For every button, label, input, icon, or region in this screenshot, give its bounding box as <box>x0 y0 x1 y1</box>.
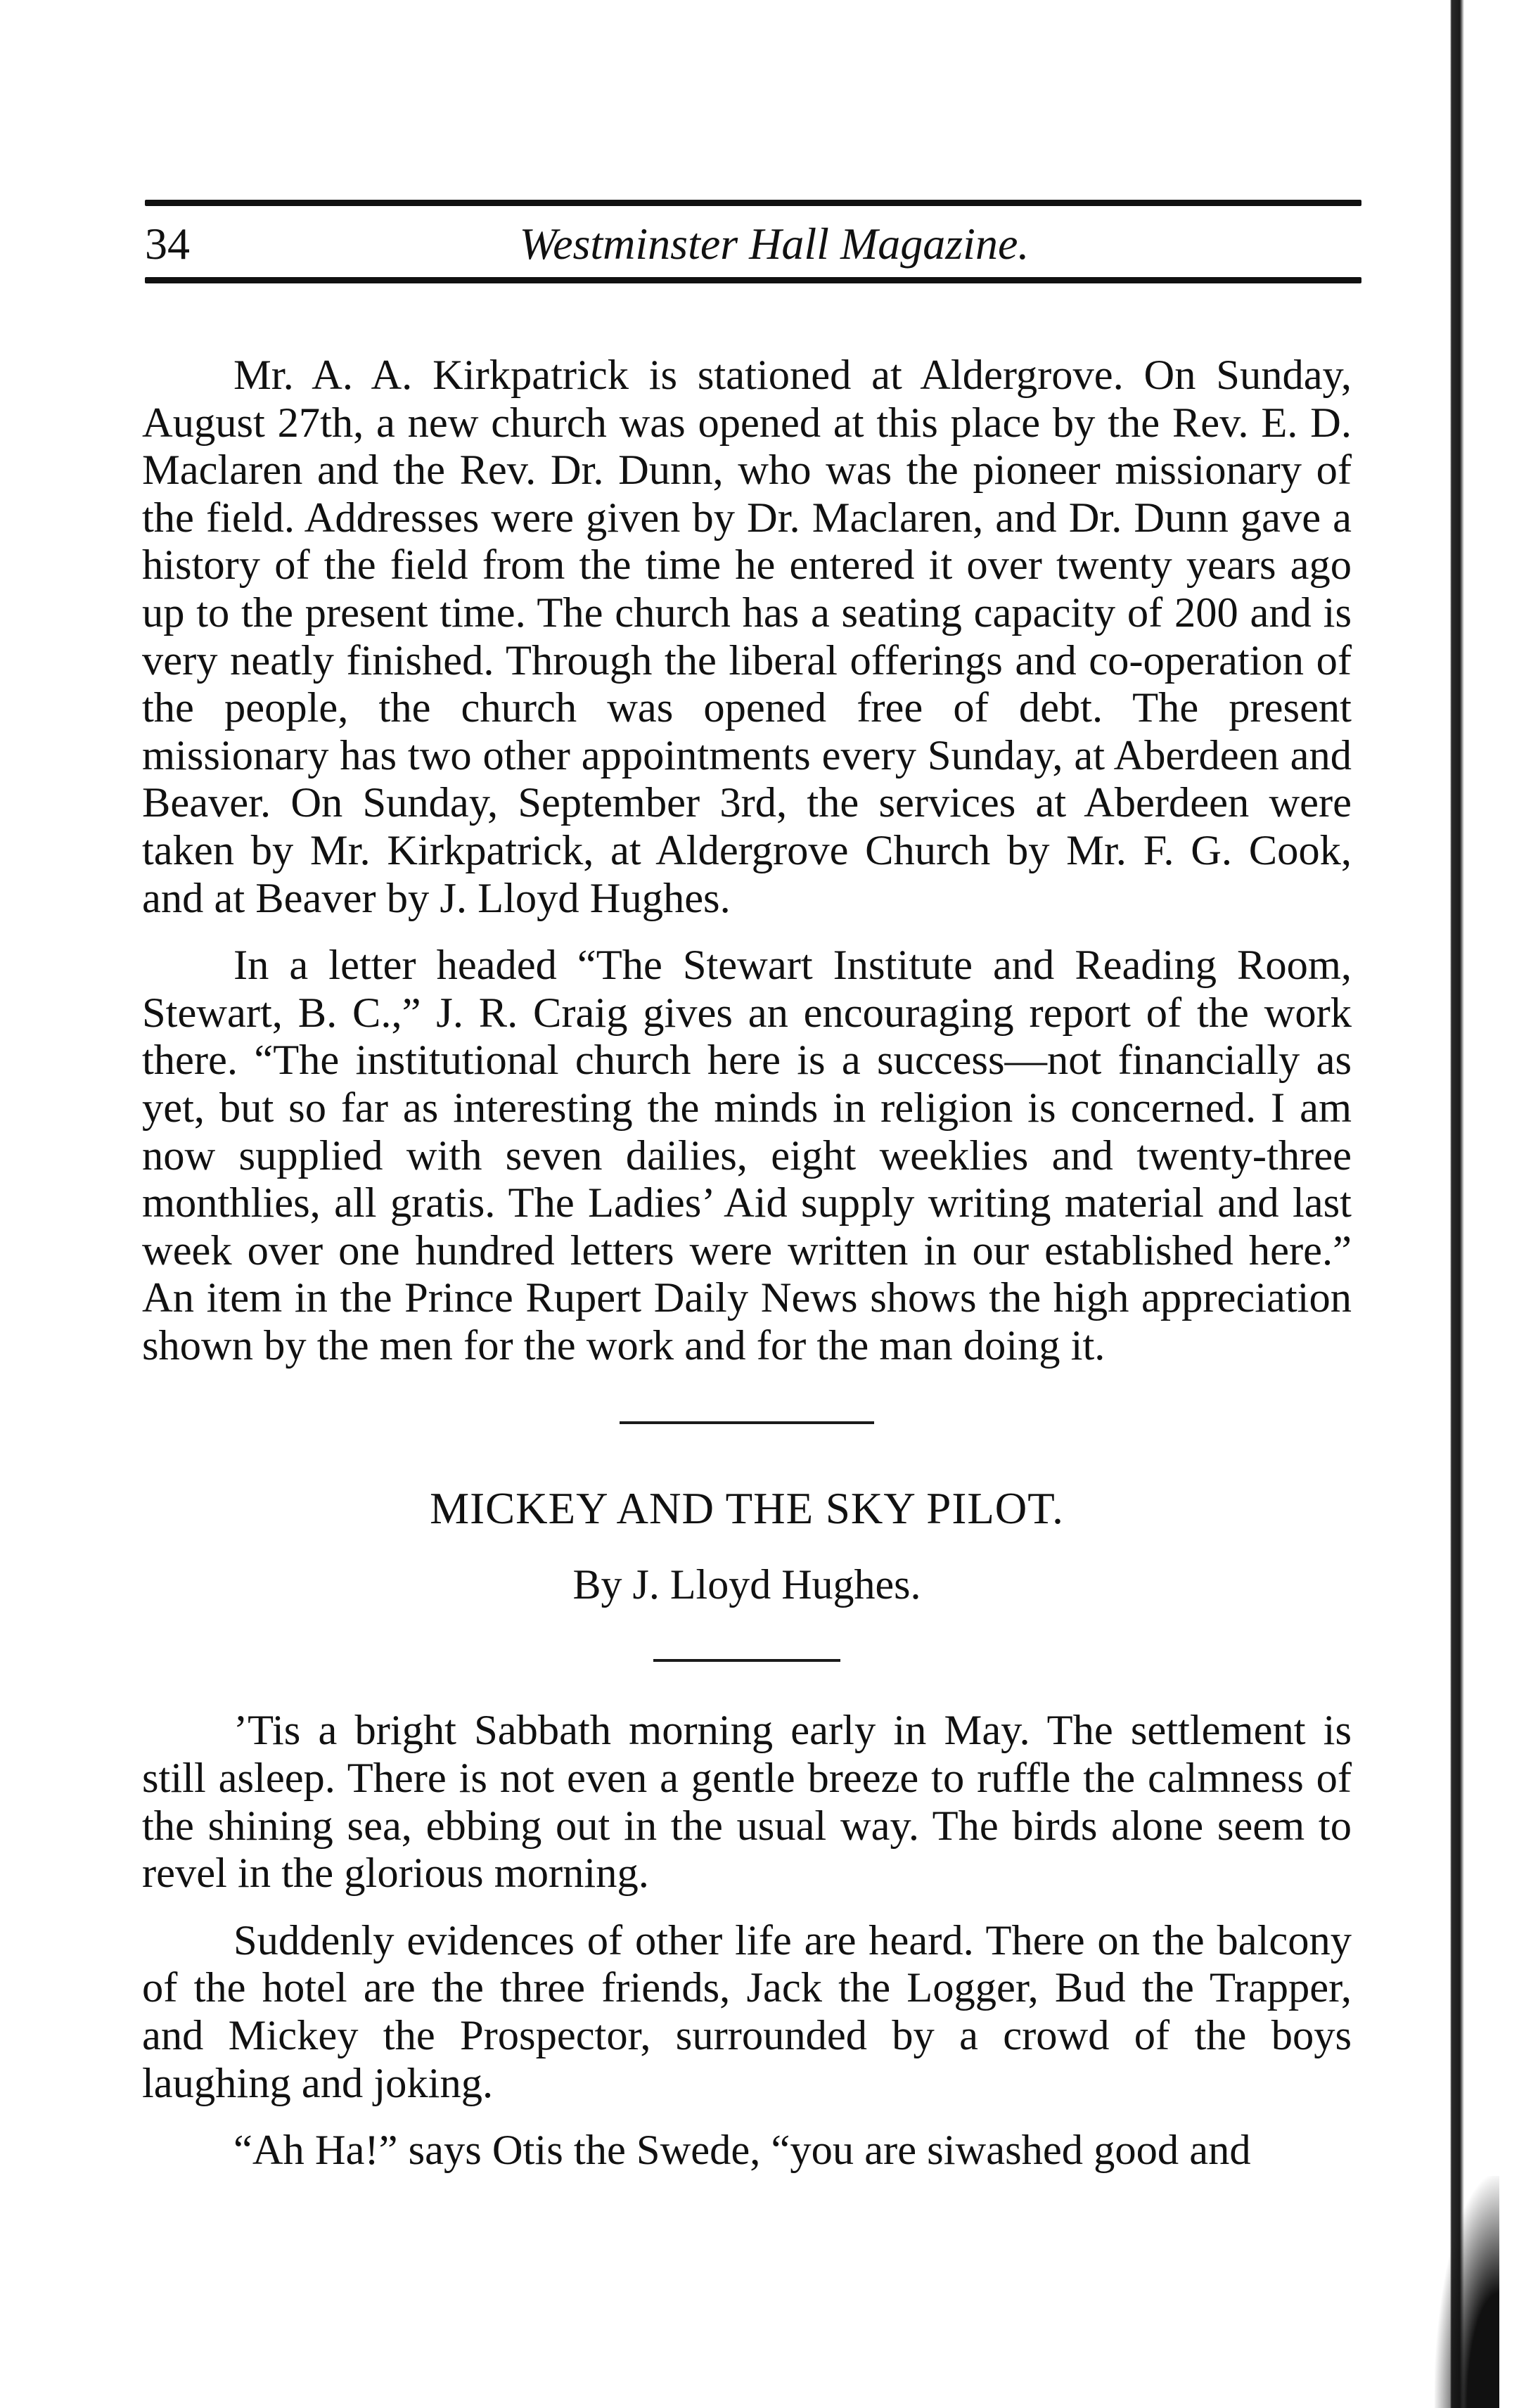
binding-shadow <box>1435 2176 1499 2408</box>
section-divider <box>620 1421 874 1424</box>
page-content <box>142 352 1352 2175</box>
header-rule-top <box>145 200 1361 206</box>
story-paragraph-3: “Ah Ha!” says Otis the Swede, “you are siwashed good and <box>233 2127 1251 2175</box>
header-rule-bottom <box>145 277 1361 283</box>
story-title: MICKEY AND THE SKY PILOT. <box>430 1484 1064 1534</box>
article-paragraph-1: Mr. A. A. Kirkpatrick is stationed at Aldergrove. On Sunday, August 27th, a new church was opened at this place by the Rev. E. D. Maclaren and the Rev. Dr. Dunn, who was the pioneer missionary of the field. Addresses were given by Dr. Maclaren, and Dr. Dunn gave a history of the field from the time he entered it over twenty years ago up to the present time. The church has a seating capacity of 200 and is very neatly finished. Through the liberal offerings and co-operation of the people, the church was opened free of debt. The present missionary has two other appointments every Sunday, at Aberdeen and Beaver. On Sunday, September 3rd, the services at Aberdeen were taken by Mr. Kirkpatrick, at Aldergrove Church by Mr. F. G. Cook, and at Beaver by J. Lloyd Hughes. <box>142 352 1352 922</box>
story-byline: By J. Lloyd Hughes. <box>572 1561 921 1608</box>
magazine-title: Westminster Hall Magazine. <box>519 219 1030 269</box>
page-header <box>145 211 1361 281</box>
story-paragraph-1: ’Tis a bright Sabbath morning early in May. The settlement is still asleep. There is not even a gentle breeze to ruffle the calmness of the shining sea, ebbing out in the usual way. The birds alone seem to revel in the glorious morning. <box>142 1707 1352 1897</box>
page-number: 34 <box>145 219 190 269</box>
story-paragraph-2: Suddenly evidences of other life are heard. There on the balcony of the hotel are the three friends, Jack the Logger, Bud the Trapper, and Mickey the Prospector, surrounded by a crowd of the boys laughing and joking. <box>142 1916 1352 2107</box>
page-gutter-shadow <box>1436 0 1519 2408</box>
story-body <box>142 1707 1352 2174</box>
byline-divider <box>653 1659 840 1662</box>
article-paragraph-2: In a letter headed “The Stewart Institute and Reading Room, Stewart, B. C.,” J. R. Craig gives an encouraging report of the work there. “The institutional church here is a success—not financially as yet, but so far as interesting the minds in religion is concerned. I am now supplied with seven dailies, eight weeklies and twenty-three monthlies, all gratis. The Ladies’ Aid supply writing material and last week over one hundred letters were written in our established here.” An item in the Prince Rupert Daily News shows the high appreciation shown by the men for the work and for the man doing it. <box>142 942 1352 1369</box>
